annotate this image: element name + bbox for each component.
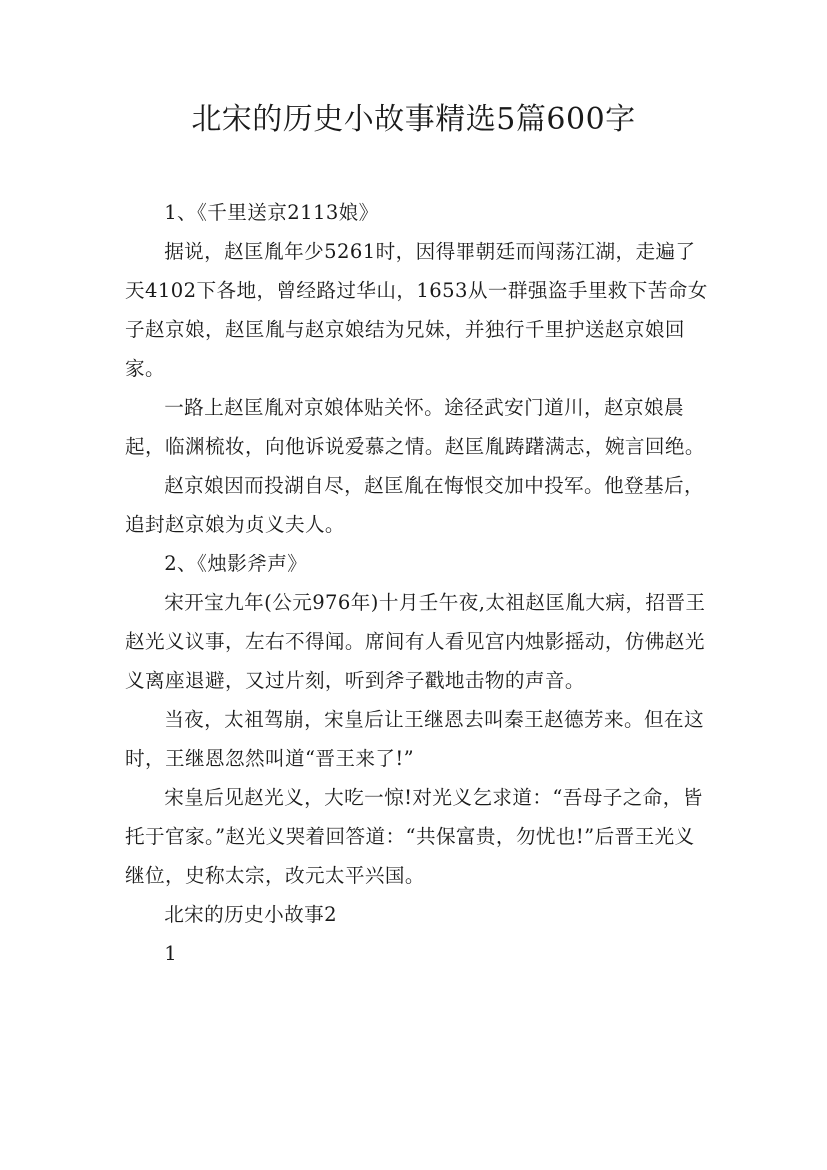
- section-heading: 北宋的历史小故事2: [164, 903, 338, 926]
- paragraph: 赵京娘因而投湖自尽，赵匡胤在悔恨交加中投军。他登基后，追封赵京娘为贞义夫人。: [125, 474, 705, 536]
- paragraph: 一路上赵匡胤对京娘体贴关怀。途径武安门道川，赵京娘晨起，临渊梳妆，向他诉说爱慕之情。赵匡胤踌躇满志，婉言回绝。: [125, 396, 705, 458]
- paragraph: 当夜，太祖驾崩，宋皇后让王继恩去叫秦王赵德芳来。但在这时，王继恩忽然叫道“晋王来了!”: [125, 708, 705, 770]
- paragraph-heading-1: 1、《千里送京2113娘》: [164, 201, 379, 224]
- paragraph: 1: [164, 942, 178, 965]
- document-body: [125, 193, 710, 973]
- paragraph: 据说，赵匡胤年少5261时，因得罪朝廷而闯荡江湖，走遍了天4102下各地，曾经路过华山，1653从一群强盗手里救下苦命女子赵京娘，赵匡胤与赵京娘结为兄妹，并独行千里护送赵京娘回家。: [125, 240, 708, 380]
- paragraph-heading-2: 2、《烛影斧声》: [164, 552, 308, 575]
- document-title: 北宋的历史小故事精选5篇600字: [191, 102, 636, 137]
- paragraph: 宋皇后见赵光义，大吃一惊!对光义乞求道：“吾母子之命，皆托于官家。”赵光义哭着回答道：“共保富贵，勿忧也!”后晋王光义继位，史称太宗，改元太平兴国。: [125, 786, 703, 887]
- paragraph: 宋开宝九年(公元976年)十月壬午夜,太祖赵匡胤大病，招晋王赵光义议事，左右不得闻。席间有人看见宫内烛影摇动，仿佛赵光义离座退避，又过片刻，听到斧子戳地击物的声音。: [125, 591, 706, 692]
